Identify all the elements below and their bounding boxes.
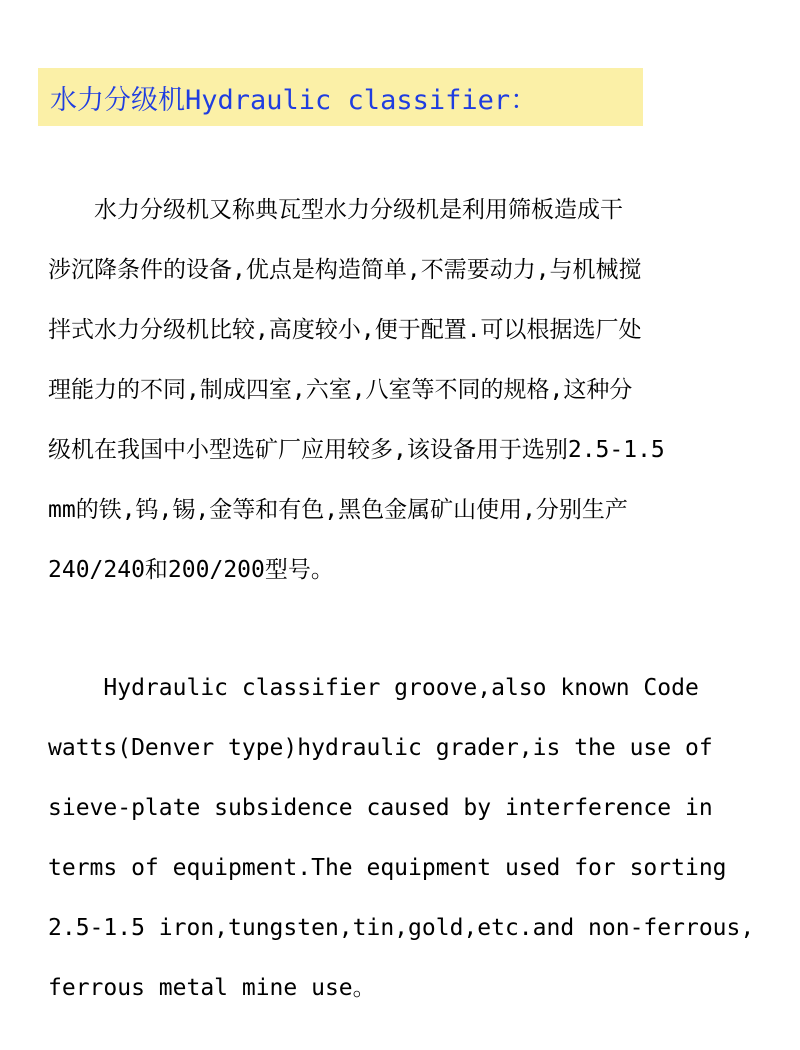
- paragraph-line: 2.5-1.5 iron,tungsten,tin,gold,etc.and non-ferrous,: [48, 915, 755, 941]
- paragraph-line: 涉沉降条件的设备,优点是构造简单,不需要动力,与机械搅: [48, 257, 642, 283]
- english-paragraph: [48, 658, 778, 1018]
- paragraph-line: Hydraulic classifier groove,also known Code: [48, 675, 699, 701]
- paragraph-line: watts(Denver type)hydraulic grader,is the use of: [48, 735, 713, 761]
- paragraph-line: 级机在我国中小型选矿厂应用较多,该设备用于选别2.5-1.5: [48, 437, 665, 463]
- paragraph-line: mm的铁,钨,锡,金等和有色,黑色金属矿山使用,分别生产: [48, 497, 628, 523]
- paragraph-line: 240/240和200/200型号。: [48, 557, 334, 583]
- paragraph-line: terms of equipment.The equipment used for sorting: [48, 855, 727, 881]
- chinese-paragraph: [48, 180, 778, 600]
- page-title: 水力分级机Hydraulic classifier：: [50, 84, 538, 116]
- paragraph-line: ferrous metal mine use。: [48, 975, 376, 1001]
- paragraph-line: 理能力的不同,制成四室,六室,八室等不同的规格,这种分: [48, 377, 633, 403]
- title-banner: [38, 68, 643, 126]
- paragraph-line: 拌式水力分级机比较,高度较小,便于配置.可以根据选厂处: [48, 317, 642, 343]
- paragraph-line: sieve-plate subsidence caused by interference in: [48, 795, 713, 821]
- paragraph-line: 水力分级机又称典瓦型水力分级机是利用筛板造成干: [48, 197, 623, 223]
